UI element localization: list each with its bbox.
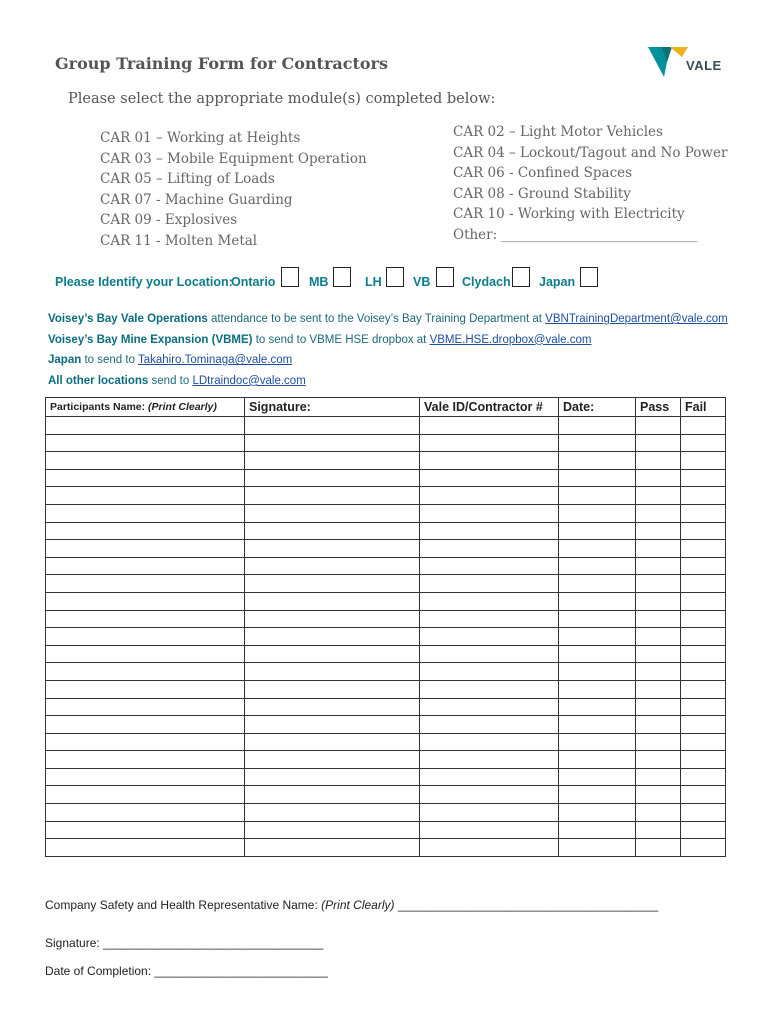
table-row [46, 751, 726, 769]
date-cell[interactable] [559, 698, 636, 716]
module-car-11: CAR 11 - Molten Metal [100, 232, 258, 249]
name-cell[interactable] [46, 663, 245, 681]
signature-cell[interactable] [245, 821, 420, 839]
participants-table [45, 397, 726, 857]
vale-logo-icon [648, 44, 688, 78]
fail-cell[interactable] [681, 733, 726, 751]
pass-cell[interactable] [636, 487, 681, 505]
table-row [46, 469, 726, 487]
fail-cell[interactable] [681, 663, 726, 681]
module-car-10: CAR 10 - Working with Electricity [453, 206, 685, 223]
note-vbme [48, 330, 728, 351]
table-row [46, 417, 726, 435]
table-row [46, 804, 726, 822]
location-row [55, 267, 725, 293]
location-mb-checkbox[interactable] [333, 267, 351, 287]
location-lh-checkbox[interactable] [386, 267, 404, 287]
completion-date-label: Date of Completion: [45, 964, 152, 978]
pass-cell[interactable] [636, 592, 681, 610]
pass-cell[interactable] [636, 716, 681, 734]
table-row [46, 487, 726, 505]
name-cell[interactable] [46, 504, 245, 522]
signature-cell[interactable] [245, 592, 420, 610]
rep-signature-row [45, 936, 323, 950]
pass-cell[interactable] [636, 575, 681, 593]
module-car-05: CAR 05 – Lifting of Loads [100, 171, 275, 188]
location-japan-checkbox[interactable] [580, 267, 598, 287]
location-label: Please Identify your Location: [55, 275, 233, 289]
location-vb-label: VB [413, 275, 431, 289]
location-japan-label: Japan [539, 275, 576, 289]
id-cell[interactable] [420, 452, 559, 470]
table-row [46, 452, 726, 470]
name-cell[interactable] [46, 487, 245, 505]
rep-name-field[interactable]: _______________________________________ [397, 898, 659, 912]
signature-cell[interactable] [245, 751, 420, 769]
id-cell[interactable] [420, 821, 559, 839]
note-3-text: to send to [84, 354, 135, 367]
fail-cell[interactable] [681, 821, 726, 839]
rep-signature-label: Signature: [45, 936, 100, 950]
fail-cell[interactable] [681, 645, 726, 663]
id-cell[interactable] [420, 417, 559, 435]
name-cell[interactable] [46, 821, 245, 839]
location-ontario-label: Ontario [231, 275, 276, 289]
pass-cell[interactable] [636, 663, 681, 681]
date-cell[interactable] [559, 610, 636, 628]
name-cell[interactable] [46, 452, 245, 470]
date-cell[interactable] [559, 592, 636, 610]
id-cell[interactable] [420, 663, 559, 681]
modules-right-list [453, 122, 727, 246]
id-cell[interactable] [420, 680, 559, 698]
name-cell[interactable] [46, 469, 245, 487]
id-cell[interactable] [420, 804, 559, 822]
col-date: Date: [559, 398, 636, 417]
note-3-bold: Japan [48, 354, 82, 367]
note-1-text: attendance to be sent to the Voisey’s Bay Training Department at [211, 313, 542, 325]
date-cell[interactable] [559, 733, 636, 751]
signature-cell[interactable] [245, 540, 420, 558]
module-car-07: CAR 07 - Machine Guarding [100, 191, 293, 208]
note-japan [48, 350, 728, 371]
fail-cell[interactable] [681, 839, 726, 857]
fail-cell[interactable] [681, 804, 726, 822]
col-participant-name: Participants Name: (Print Clearly) [46, 398, 245, 417]
date-cell[interactable] [559, 469, 636, 487]
signature-cell[interactable] [245, 452, 420, 470]
signature-cell[interactable] [245, 645, 420, 663]
japan-email-link[interactable]: Takahiro.Tominaga@vale.com [137, 354, 293, 367]
pass-cell[interactable] [636, 504, 681, 522]
fail-cell[interactable] [681, 522, 726, 540]
pass-cell[interactable] [636, 557, 681, 575]
note-2-bold: Voisey’s Bay Mine Expansion (VBME) [48, 333, 253, 346]
id-cell[interactable] [420, 716, 559, 734]
table-row [46, 504, 726, 522]
vale-logo [648, 44, 728, 78]
table-row [46, 592, 726, 610]
signature-cell[interactable] [245, 768, 420, 786]
name-cell[interactable] [46, 733, 245, 751]
id-cell[interactable] [420, 698, 559, 716]
note-4-bold: All other locations [48, 374, 149, 387]
name-cell[interactable] [46, 628, 245, 646]
id-cell[interactable] [420, 487, 559, 505]
signature-cell[interactable] [245, 716, 420, 734]
id-cell[interactable] [420, 522, 559, 540]
signature-cell[interactable] [245, 698, 420, 716]
table-row [46, 716, 726, 734]
submission-notes [48, 309, 728, 391]
pass-cell[interactable] [636, 680, 681, 698]
module-car-02: CAR 02 – Light Motor Vehicles [453, 124, 663, 140]
id-cell[interactable] [420, 540, 559, 558]
fail-cell[interactable] [681, 434, 726, 452]
name-cell[interactable] [46, 522, 245, 540]
fail-cell[interactable] [681, 698, 726, 716]
date-cell[interactable] [559, 680, 636, 698]
signature-cell[interactable] [245, 575, 420, 593]
pass-cell[interactable] [636, 698, 681, 716]
fail-cell[interactable] [681, 540, 726, 558]
note-2-text: to send to VBME HSE dropbox at [255, 333, 427, 346]
table-row [46, 821, 726, 839]
rep-name-row [45, 898, 658, 912]
date-cell[interactable] [559, 663, 636, 681]
pass-cell[interactable] [636, 417, 681, 435]
signature-cell[interactable] [245, 680, 420, 698]
date-cell[interactable] [559, 839, 636, 857]
table-row [46, 768, 726, 786]
signature-cell[interactable] [245, 557, 420, 575]
location-lh-label: LH [365, 275, 382, 289]
name-cell[interactable] [46, 786, 245, 804]
fail-cell[interactable] [681, 716, 726, 734]
date-cell[interactable] [559, 417, 636, 435]
id-cell[interactable] [420, 557, 559, 575]
module-other-field[interactable]: Other: _____________________________ [453, 226, 698, 243]
id-cell[interactable] [420, 434, 559, 452]
table-row [46, 733, 726, 751]
table-row [46, 522, 726, 540]
col-fail: Fail [681, 398, 726, 417]
table-row [46, 645, 726, 663]
id-cell[interactable] [420, 786, 559, 804]
fail-cell[interactable] [681, 786, 726, 804]
pass-cell[interactable] [636, 733, 681, 751]
table-row [46, 680, 726, 698]
date-cell[interactable] [559, 522, 636, 540]
signature-cell[interactable] [245, 663, 420, 681]
fail-cell[interactable] [681, 417, 726, 435]
date-cell[interactable] [559, 452, 636, 470]
signature-cell[interactable] [245, 522, 420, 540]
table-row [46, 575, 726, 593]
id-cell[interactable] [420, 768, 559, 786]
module-car-04: CAR 04 – Lockout/Tagout and No Power [453, 144, 728, 161]
name-cell[interactable] [46, 839, 245, 857]
ldtraindoc-email-link[interactable]: LDtraindoc@vale.com [192, 374, 306, 387]
fail-cell[interactable] [681, 557, 726, 575]
fail-cell[interactable] [681, 575, 726, 593]
signature-cell[interactable] [245, 610, 420, 628]
name-cell[interactable] [46, 610, 245, 628]
pass-cell[interactable] [636, 434, 681, 452]
fail-cell[interactable] [681, 487, 726, 505]
rep-name-label: Company Safety and Health Representative Name: [45, 898, 318, 912]
signature-cell[interactable] [245, 786, 420, 804]
location-vb-checkbox[interactable] [436, 267, 454, 287]
fail-cell[interactable] [681, 628, 726, 646]
col-pass: Pass [636, 398, 681, 417]
pass-cell[interactable] [636, 540, 681, 558]
id-cell[interactable] [420, 839, 559, 857]
location-clydach-label: Clydach [462, 275, 511, 289]
pass-cell[interactable] [636, 645, 681, 663]
date-cell[interactable] [559, 540, 636, 558]
fail-cell[interactable] [681, 768, 726, 786]
fail-cell[interactable] [681, 751, 726, 769]
module-car-06: CAR 06 - Confined Spaces [453, 165, 633, 182]
date-cell[interactable] [559, 487, 636, 505]
date-cell[interactable] [559, 751, 636, 769]
note-other-locations [48, 371, 728, 392]
id-cell[interactable] [420, 504, 559, 522]
pass-cell[interactable] [636, 522, 681, 540]
signature-cell[interactable] [245, 434, 420, 452]
rep-name-hint: (Print Clearly) [321, 898, 395, 912]
module-car-09: CAR 09 - Explosives [100, 212, 238, 229]
signature-cell[interactable] [245, 804, 420, 822]
table-row [46, 698, 726, 716]
table-row [46, 540, 726, 558]
date-cell[interactable] [559, 768, 636, 786]
name-cell[interactable] [46, 592, 245, 610]
id-cell[interactable] [420, 469, 559, 487]
name-cell[interactable] [46, 804, 245, 822]
name-cell[interactable] [46, 645, 245, 663]
name-cell[interactable] [46, 575, 245, 593]
pass-cell[interactable] [636, 469, 681, 487]
name-cell[interactable] [46, 698, 245, 716]
name-cell[interactable] [46, 417, 245, 435]
form-title: Group Training Form for Contractors [55, 54, 388, 73]
table-row [46, 786, 726, 804]
name-cell[interactable] [46, 751, 245, 769]
table-row [46, 434, 726, 452]
note-4-text: send to [151, 374, 190, 387]
pass-cell[interactable] [636, 610, 681, 628]
table-row [46, 610, 726, 628]
id-cell[interactable] [420, 592, 559, 610]
pass-cell[interactable] [636, 628, 681, 646]
col-vale-id: Vale ID/Contractor # [420, 398, 559, 417]
module-car-03: CAR 03 – Mobile Equipment Operation [100, 150, 367, 167]
location-clydach-checkbox[interactable] [512, 267, 530, 287]
name-cell[interactable] [46, 680, 245, 698]
table-row [46, 628, 726, 646]
id-cell[interactable] [420, 751, 559, 769]
date-cell[interactable] [559, 645, 636, 663]
table-row [46, 839, 726, 857]
name-cell[interactable] [46, 716, 245, 734]
location-ontario-checkbox[interactable] [281, 267, 299, 287]
vbn-training-email-link[interactable]: VBNTrainingDepartment@vale.com [545, 313, 728, 325]
instruction-text: Please select the appropriate module(s) completed below: [68, 91, 496, 107]
id-cell[interactable] [420, 575, 559, 593]
fail-cell[interactable] [681, 592, 726, 610]
location-mb-label: MB [309, 275, 329, 289]
note-1-bold: Voisey’s Bay Vale Operations [48, 313, 208, 325]
completion-date-row [45, 964, 328, 978]
date-cell[interactable] [559, 786, 636, 804]
rep-signature-field[interactable]: _________________________________ [103, 936, 324, 950]
table-row [46, 663, 726, 681]
table-row [46, 557, 726, 575]
fail-cell[interactable] [681, 610, 726, 628]
date-cell[interactable] [559, 804, 636, 822]
name-cell[interactable] [46, 434, 245, 452]
note-voiseys-bay-operations [48, 309, 728, 330]
table-header-row [46, 398, 726, 417]
fail-cell[interactable] [681, 504, 726, 522]
signature-cell[interactable] [245, 733, 420, 751]
signature-cell[interactable] [245, 487, 420, 505]
date-cell[interactable] [559, 716, 636, 734]
fail-cell[interactable] [681, 469, 726, 487]
pass-cell[interactable] [636, 786, 681, 804]
name-cell[interactable] [46, 557, 245, 575]
date-cell[interactable] [559, 434, 636, 452]
date-cell[interactable] [559, 504, 636, 522]
modules-left-list [100, 128, 367, 252]
module-car-08: CAR 08 - Ground Stability [453, 185, 631, 202]
signature-cell[interactable] [245, 628, 420, 646]
pass-cell[interactable] [636, 751, 681, 769]
id-cell[interactable] [420, 610, 559, 628]
participants-table-body [46, 417, 726, 857]
id-cell[interactable] [420, 645, 559, 663]
pass-cell[interactable] [636, 821, 681, 839]
fail-cell[interactable] [681, 680, 726, 698]
date-cell[interactable] [559, 628, 636, 646]
col-signature: Signature: [245, 398, 420, 417]
signature-cell[interactable] [245, 417, 420, 435]
pass-cell[interactable] [636, 452, 681, 470]
pass-cell[interactable] [636, 768, 681, 786]
id-cell[interactable] [420, 733, 559, 751]
signature-cell[interactable] [245, 504, 420, 522]
id-cell[interactable] [420, 628, 559, 646]
signature-cell[interactable] [245, 839, 420, 857]
name-cell[interactable] [46, 540, 245, 558]
vale-logo-text: VALE [686, 58, 722, 73]
pass-cell[interactable] [636, 839, 681, 857]
date-cell[interactable] [559, 821, 636, 839]
date-cell[interactable] [559, 575, 636, 593]
vbme-dropbox-email-link[interactable]: VBME.HSE.dropbox@vale.com [429, 333, 592, 346]
signature-cell[interactable] [245, 469, 420, 487]
pass-cell[interactable] [636, 804, 681, 822]
date-cell[interactable] [559, 557, 636, 575]
completion-date-field[interactable]: __________________________ [154, 964, 328, 978]
name-cell[interactable] [46, 768, 245, 786]
module-car-01: CAR 01 – Working at Heights [100, 130, 301, 146]
fail-cell[interactable] [681, 452, 726, 470]
